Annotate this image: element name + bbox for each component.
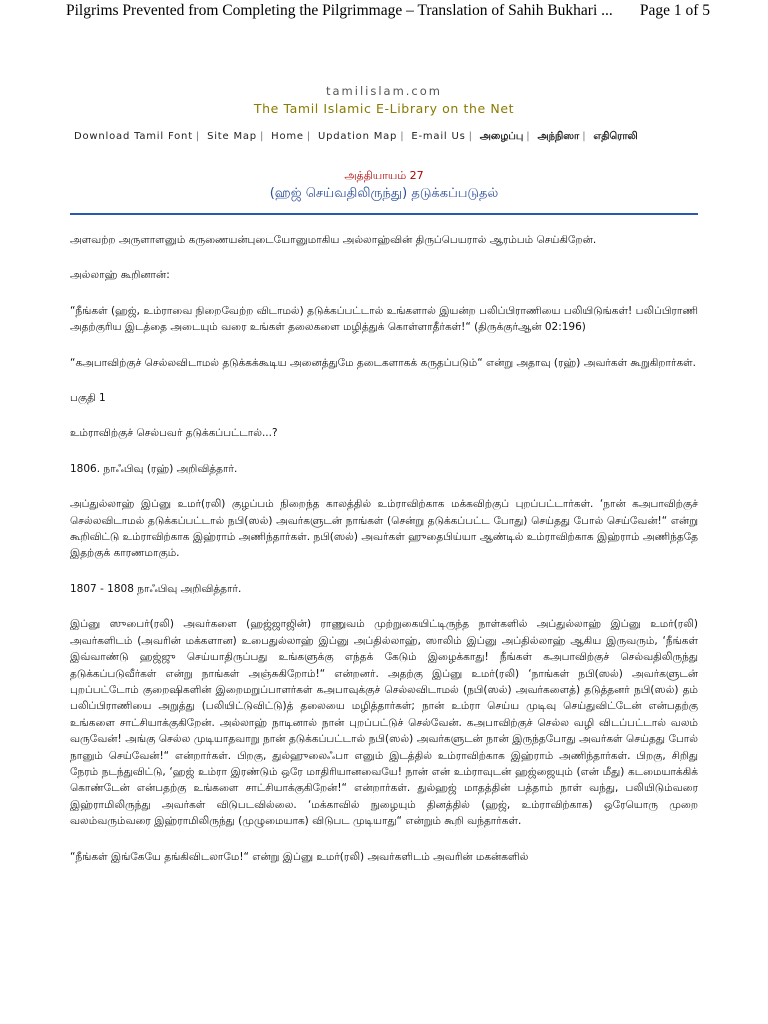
paragraph: “கஅபாவிற்குச் செல்லவிடாமல் தடுக்கக்கூடிய அனைத்துமே தடைகளாகக் கருதப்படும்“ என்று அதாவு (ரஹ்) அவர்கள் கூறுகிறார்கள். [70,356,696,369]
site-name[interactable]: tamilislam.com [326,84,442,98]
page-header [66,0,710,22]
section-heading: பகுதி 1 [70,392,106,405]
quran-quote: “நீங்கள் (ஹஜ், உம்ராவை நிறைவேற்ற விடாமல்) தடுக்கப்பட்டால் உங்களால் இயன்ற பலிப்பிராணியை பலியிடுங்கள்! பலிப்பிராணி அதற்குரிய இடத்தை அடையும் வரை உங்கள் தலைகளை மழித்துக் கொள்ளாதீர்கள்!“ (திருக்குர்ஆன் 02:196) [70,304,698,334]
nav-separator: | [306,131,312,142]
nav-separator: | [400,131,405,142]
nav-link-invitation[interactable]: அழைப்பு [479,131,524,142]
hadith-text: “நீங்கள் இங்கேயே தங்கிவிடலாமே!“ என்று இப்னு உமர்(ரலி) அவர்களிடம் அவரின் மகன்களில் [70,850,529,863]
nav-bar [74,131,714,143]
nav-separator: | [195,131,201,142]
nav-link-annisa[interactable]: அந்நிஸா [537,131,580,142]
page-number: Page 1 of 5 [639,2,710,19]
section-title: உம்ராவிற்குச் செல்பவர் தடுக்கப்பட்டால்...? [70,427,278,440]
divider [70,213,698,215]
hadith-text: இப்னு ஸுபைர்(ரலி) அவர்களை (ஹஜ்ஜாஜின்) ராணுவம் முற்றுகையிட்டிருந்த நாள்களில் அப்துல்லாஹ் இப்னு உமர்(ரலி) அவர்களிடம் (அவரின் மக்களான) உபைதுல்லாஹ் இப்னு அப்தில்லாஹ், ஸாலிம் இப்னு அப்தில்லாஹ் ஆகிய இருவரும், ‘நீங்கள் இவ்வாண்டு ஹஜ்ஜு செய்யாதிருப்பது உங்களுக்கு எந்தக் கேடும் இழைக்காது! நீங்கள் கஅபாவிற்குச் செல்வதிலிருந்து தடுக்கப்படுவீர்கள் என்று நாங்கள் அஞ்சுகிறோம்!“ என்றனர். அதற்கு இப்னு உமர்(ரலி) ‘நாங்கள் நபி(ஸல்) அவர்களுடன் புறப்பட்டோம் குறைஷிகளின் இறைமறுப்பாளர்கள் கஅபாவுக்குச் செல்லவிடாமல் (நபி(ஸல்) அவர்களைத்) தடுத்தனர் நபி(ஸல்) தம் பலிப்பிராணியை அறுத்து (பலியிட்டுவிட்டு)த் தலையை மழித்தார்கள்; நான் உம்ரா செய்ய முடிவு செய்துவிட்டேன் என்பதற்கு உங்களை சாட்சியாக்குகிறேன். அல்லாஹ் நாடினால் நான் புறப்பட்டுச் செல்வேன். கஅபாவிற்குச் செல்ல வழி விடப்பட்டால் வலம் வருவேன்! அங்கு செல்ல முடியாதவாறு நான் தடுக்கப்பட்டால் நபி(ஸல்) அவர்களுடன் நான் இருந்தபோது அவர்கள் செய்தது போல் நானும் செய்வேன்!“ என்றார்கள். பிறகு, துல்ஹுலைஃபா எனும் இடத்தில் உம்ராவிற்காக இஹ்ராம் அணிந்தார்கள். பிறகு, சிறிது நேரம் நடந்துவிட்டு, ‘ஹஜ் உம்ரா இரண்டும் ஒரே மாதிரியானவையே! நான் என் உம்ராவுடன் ஹஜ்ஜையும் (என் மீது) கடமையாக்கிக் கொண்டேன் என்பதற்கு உங்களை சாட்சியாக்குகிறேன்!“ என்றார்கள். துல்ஹஜ் மாதத்தின் பத்தாம் நாள் வந்து, பலியிடும்வரை இஹ்ராமிலிருந்து அவர்கள் விடுபடவில்லை. ‘மக்காவில் நுழையும் தினத்தில் (ஹஜ், உம்ராவிற்காக) ஒரேயொரு முறை வலம்வரும்வரை இஹ்ராமிலிருந்து (முழுமையாக) விடுபட முடியாது“ என்றும் கூறி வந்தார்கள். [70,618,698,828]
site-tagline: The Tamil Islamic E-Library on the Net [253,101,515,116]
hadith-number: 1807 - 1808 நாஃபிவு அறிவித்தார். [70,582,242,595]
nav-link-site-map[interactable]: Site Map [207,131,257,142]
nav-separator: | [468,131,473,142]
nav-separator: | [582,131,587,142]
nav-separator: | [526,131,531,142]
bismillah-paragraph: அளவற்ற அருளாளனும் கருணையன்புடையோனுமாகிய அல்லாஹ்வின் திருப்பெயரால் ஆரம்பம் செய்கிறேன். [70,234,597,246]
nav-link-download-font[interactable]: Download Tamil Font [74,131,193,142]
hadith-text: அப்துல்லாஹ் இப்னு உமர்(ரலி) குழப்பம் நிறைந்த காலத்தில் உம்ராவிற்காக மக்கவிற்குப் புறப்பட்டார்கள். ‘நான் கஅபாவிற்குச் செல்லவிடாமல் தடுக்கப்பட்டால் நபி(ஸல்) அவர்களுடன் நாங்கள் (சென்று தடுக்கப்பட்ட போது) செய்தது போல் செய்வேன்!“ என்று கூறிவிட்டு உம்ராவிற்காக இஹ்ராம் அணிந்தார்கள். நபி(ஸல்) அவர்கள் ஹுதைபிய்யா ஆண்டில் உம்ராவிற்காக இஹ்ராம் அணிந்ததே இதற்குக் காரணமாகும். [70,498,698,560]
hadith-number: 1806. நாஃபிவு (ரஹ்) அறிவித்தார். [70,462,238,475]
nav-link-home[interactable]: Home [271,131,304,142]
chapter-title: (ஹஜ் செய்வதிலிருந்து) தடுக்கப்படுதல் [269,186,499,201]
nav-link-email[interactable]: E-mail Us [411,131,466,142]
paragraph: அல்லாஹ் கூறினான்: [70,269,170,282]
nav-separator: | [259,131,265,142]
chapter-number: அத்தியாயம் 27 [344,169,424,182]
document-title: Pilgrims Prevented from Completing the Pilgrimmage – Translation of Sahih Bukhari ... [66,2,613,19]
nav-link-updation-map[interactable]: Updation Map [318,131,398,142]
nav-link-echo[interactable]: எதிரொலி [593,131,638,142]
article-body [70,232,698,884]
